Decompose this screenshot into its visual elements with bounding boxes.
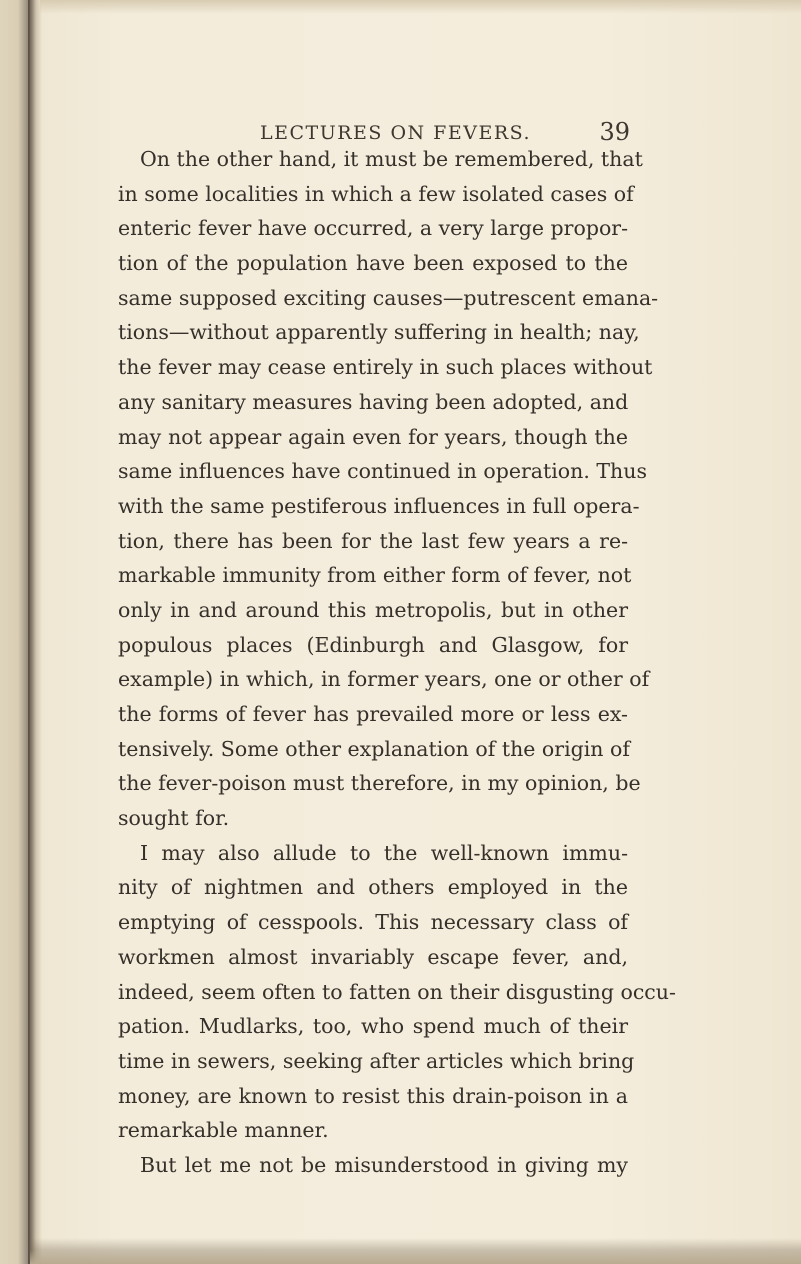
text-line: nity of nightmen and others employed in the [118, 875, 628, 900]
text-line: the forms of fever has prevailed more or less ex- [118, 702, 628, 726]
text-line: populous places (Edinburgh and Glasgow, for [118, 632, 628, 657]
text-line: money, are known to resist this drain-poison in a [118, 1083, 628, 1108]
text-line: same influences have continued in operation. Thus [118, 459, 647, 484]
text-line: time in sewers, seeking after articles which bring [118, 1048, 635, 1073]
text-line: tion of the population have been exposed to the [118, 251, 628, 276]
text-line: markable immunity from either form of fever, not [118, 563, 632, 588]
text-line: the fever may cease entirely in such places without [118, 355, 653, 380]
text-line: enteric fever have occurred, a very large propor- [118, 216, 629, 241]
text-line: sought for. [118, 806, 230, 831]
running-title: LECTURES ON FEVERS. [260, 122, 532, 144]
text-line: tensively. Some other explanation of the origin of [118, 736, 630, 761]
body-text [118, 142, 676, 1183]
text-line: any sanitary measures having been adopted, and [118, 389, 629, 414]
text-line: emptying of cesspools. This necessary class of [118, 910, 628, 935]
text-line: workmen almost invariably escape fever, and, [118, 944, 628, 969]
text-line: But let me not be misunderstood in giving my [140, 1152, 628, 1177]
text-line: On the other hand, it must be remembered, that [140, 147, 643, 171]
text-line: indeed, seem often to fatten on their disgusting occu- [118, 979, 676, 1004]
spine-shadow [0, 0, 30, 1264]
page-number: 39 [599, 118, 630, 146]
text-line: example) in which, in former years, one or other of [118, 667, 650, 692]
text-line: same supposed exciting causes—putrescent emana- [118, 285, 659, 310]
text-line: only in and around this metropolis, but in other [118, 597, 628, 622]
page-gutter-edge [28, 0, 42, 1264]
page-top-edge [40, 0, 801, 14]
text-line: in some localities in which a few isolated cases of [118, 181, 634, 206]
page-bottom-edge [30, 1238, 801, 1264]
text-line: may not appear again even for years, though the [118, 424, 628, 449]
text-line: the fever-poison must therefore, in my opinion, be [118, 771, 641, 796]
text-line: pation. Mudlarks, too, who spend much of their [118, 1014, 628, 1039]
text-line: remarkable manner. [118, 1118, 329, 1143]
text-line: tion, there has been for the last few years a re- [118, 528, 628, 553]
text-line: tions—without apparently suffering in health; nay, [118, 320, 640, 345]
text-line: with the same pestiferous influences in full opera- [118, 493, 640, 518]
text-line: I may also allude to the well-known immu- [140, 840, 628, 865]
